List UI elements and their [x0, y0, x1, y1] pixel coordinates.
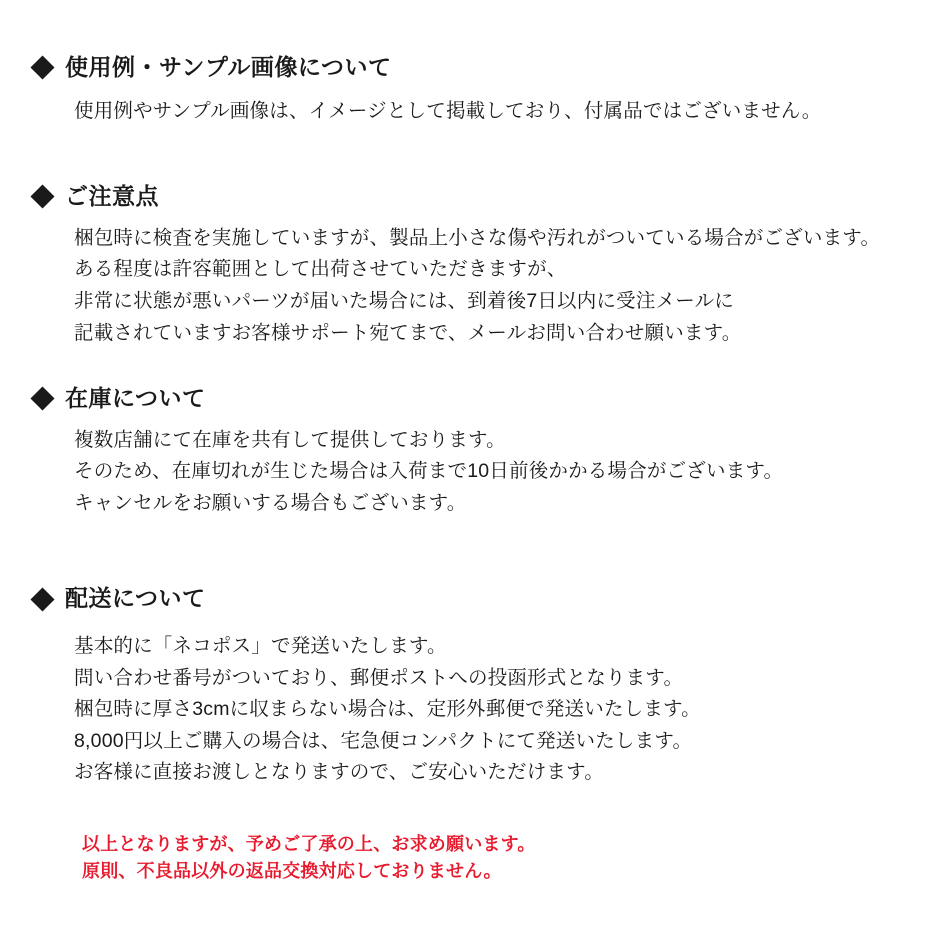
section-stock-body	[74, 425, 920, 520]
diamond-bullet-icon	[30, 56, 54, 80]
section-usage-title: 使用例・サンプル画像について	[65, 54, 392, 80]
notice-line: 以上となりますが、予めご了承の上、お求め願います。	[82, 833, 536, 854]
section-shipping-header	[30, 585, 920, 613]
section-shipping-title: 配送について	[65, 585, 206, 612]
section-stock	[30, 385, 920, 519]
body-line: 8,000円以上ご購入の場合は、宅急便コンパクトにて発送いたします。	[74, 729, 693, 752]
section-usage-header	[30, 54, 920, 82]
diamond-bullet-icon	[30, 185, 54, 209]
body-line: 問い合わせ番号がついており、郵便ポストへの投函形式となります。	[74, 666, 684, 689]
body-line: そのため、在庫切れが生じた場合は入荷まで10日前後かかる場合がございます。	[74, 460, 784, 483]
body-line: 使用例やサンプル画像は、イメージとして掲載しており、付属品ではございません。	[74, 99, 822, 122]
section-stock-header	[30, 385, 920, 413]
section-caution-header	[30, 183, 920, 211]
body-line: 梱包時に厚さ3cmに収まらない場合は、定形外郵便で発送いたします。	[74, 698, 701, 721]
section-usage-body	[74, 96, 920, 128]
section-stock-title: 在庫について	[65, 385, 206, 412]
body-line: 記載されていますお客様サポート宛てまで、メールお問い合わせ願います。	[74, 321, 742, 344]
section-caution-title: ご注意点	[65, 183, 159, 210]
body-line: ある程度は許容範囲として出荷させていただきますが、	[74, 258, 567, 281]
section-caution	[30, 183, 920, 349]
body-line: お客様に直接お渡しとなりますので、ご安心いただけます。	[74, 761, 604, 784]
body-line: 複数店舗にて在庫を共有して提供しております。	[74, 428, 506, 451]
diamond-bullet-icon	[30, 387, 54, 411]
body-line: キャンセルをお願いする場合もございます。	[74, 491, 467, 514]
notice-line: 原則、不良品以外の返品交換対応しておりません。	[82, 860, 502, 881]
section-shipping-body	[74, 631, 920, 789]
final-notice	[82, 831, 920, 885]
body-line: 非常に状態が悪いパーツが届いた場合には、到着後7日以内に受注メールに	[74, 289, 734, 312]
section-shipping	[30, 585, 920, 788]
body-line: 基本的に「ネコポス」で発送いたします。	[74, 635, 447, 657]
body-line: 梱包時に検査を実施していますが、製品上小さな傷や汚れがついている場合がございます。	[74, 226, 881, 249]
section-usage	[30, 54, 920, 127]
diamond-bullet-icon	[30, 587, 54, 611]
section-caution-body	[74, 223, 920, 349]
